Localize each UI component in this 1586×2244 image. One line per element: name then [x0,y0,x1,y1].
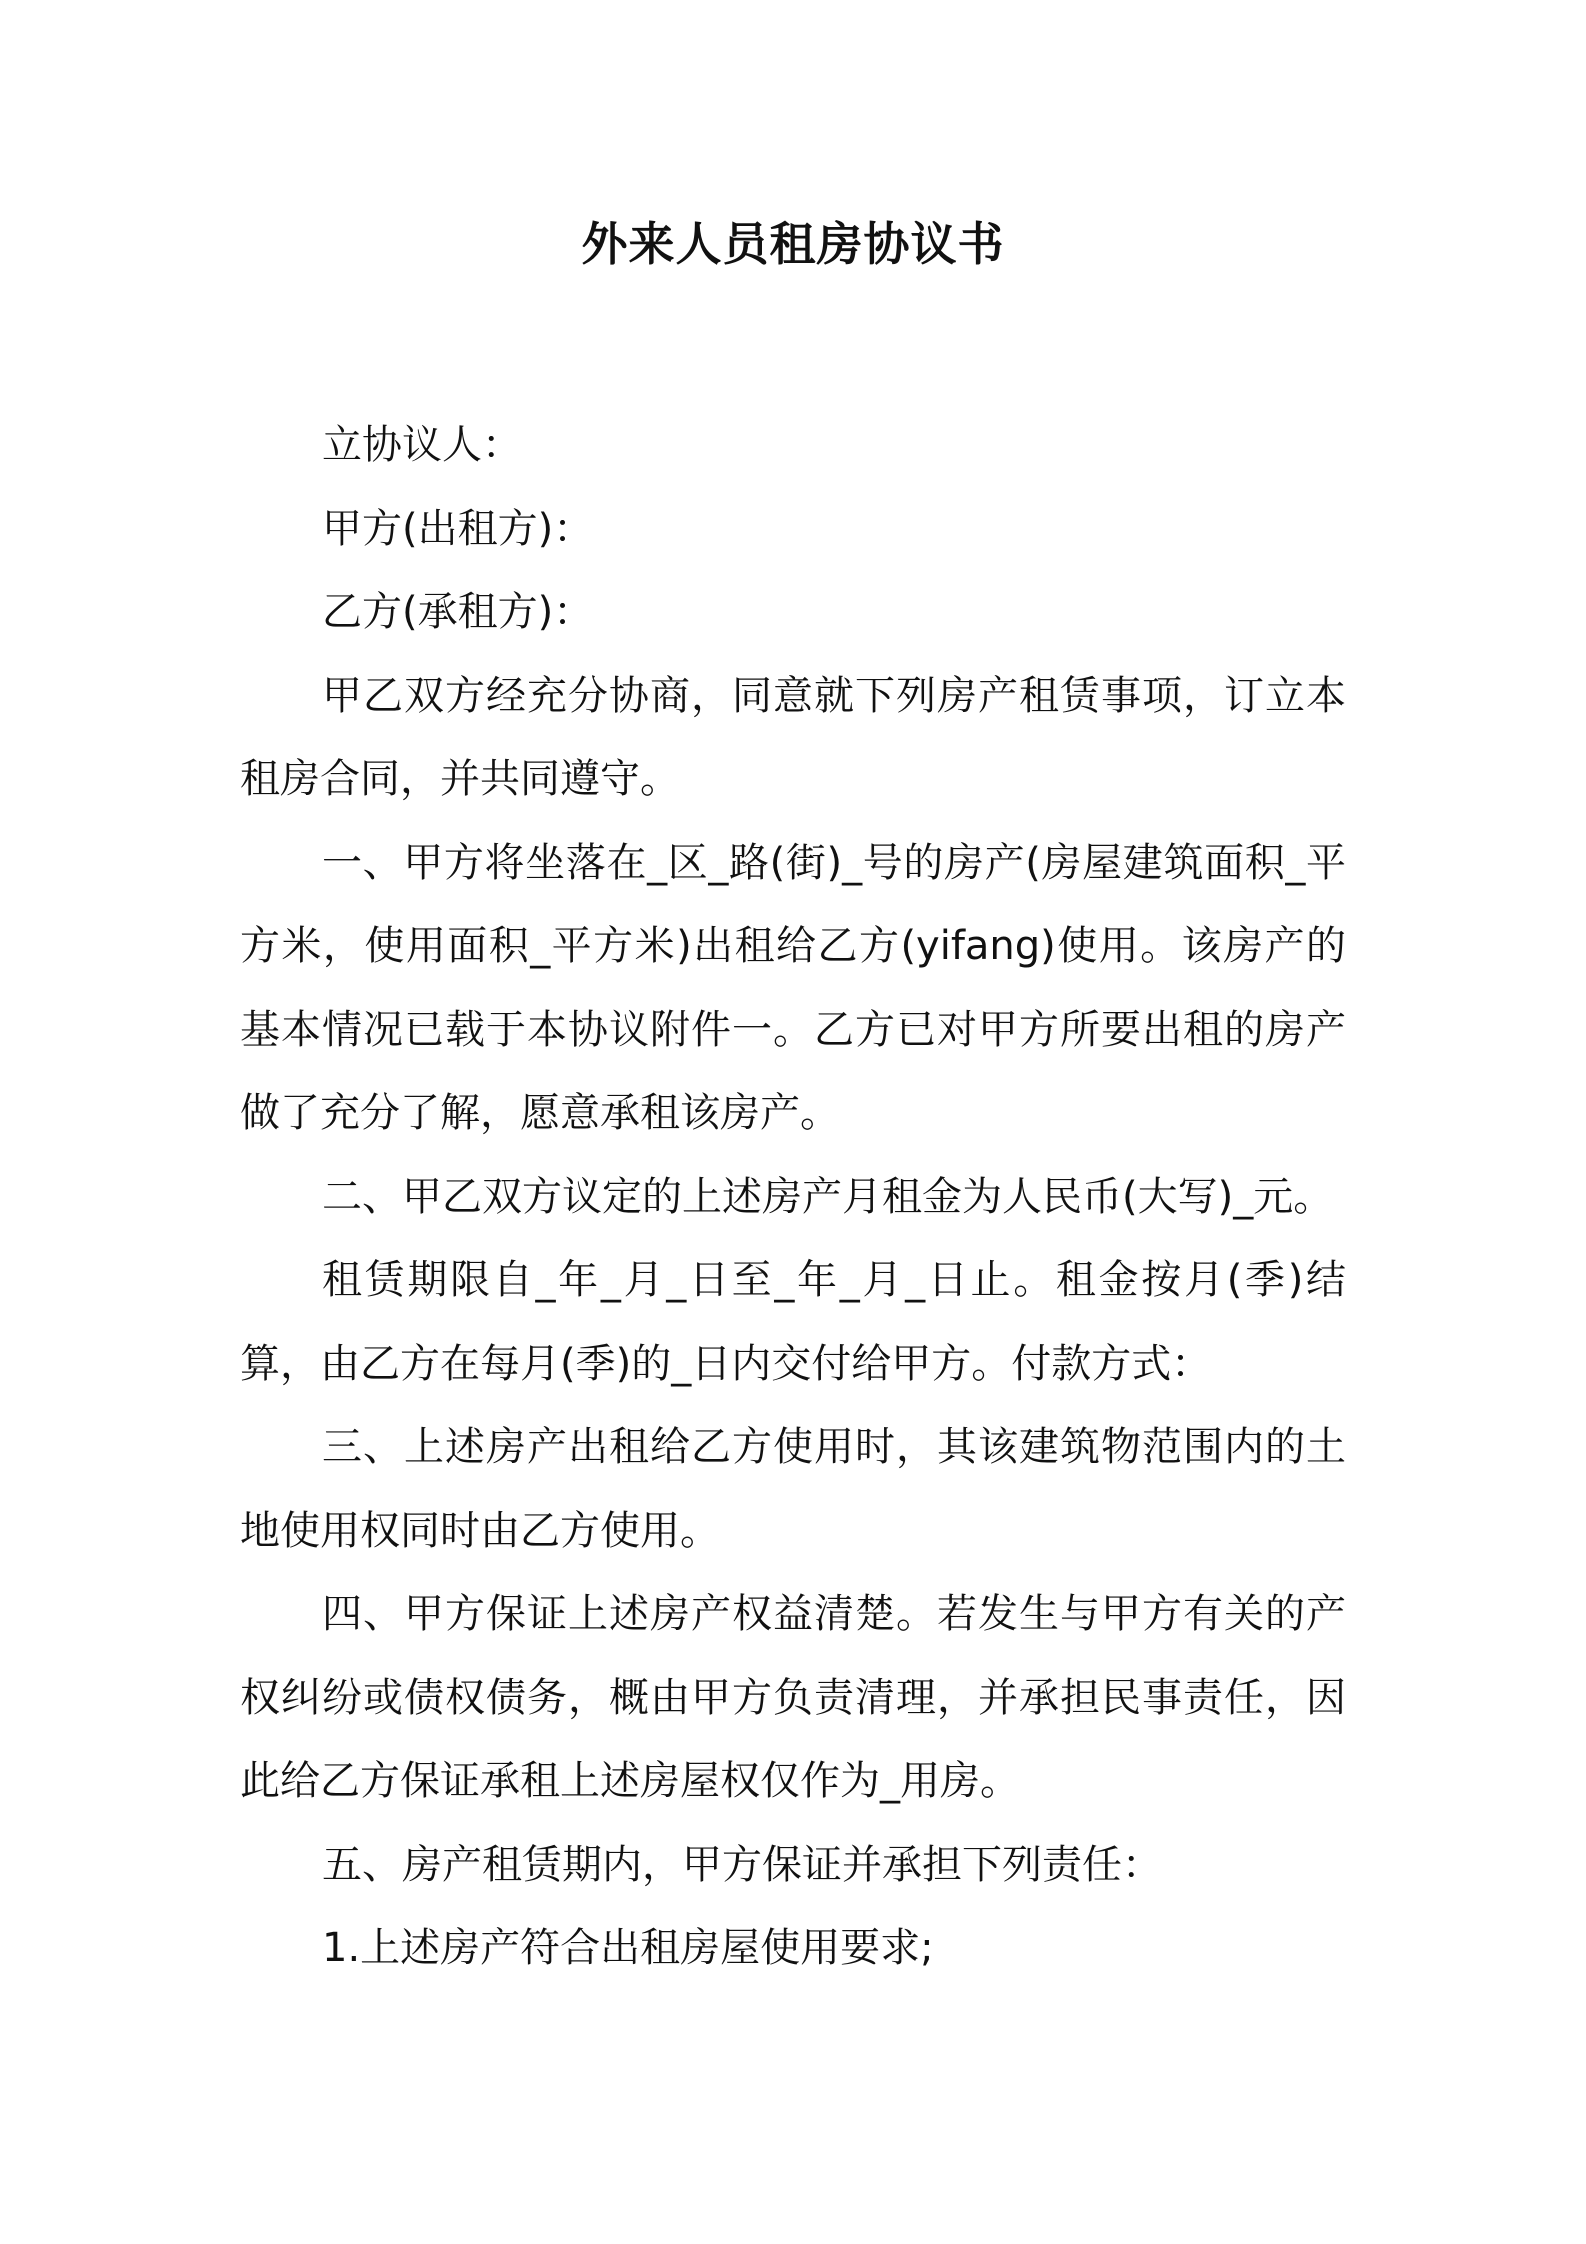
paragraph-clause-4: 四、甲方保证上述房产权益清楚。若发生与甲方有关的产权纠纷或债权债务，概由甲方负责清理，并承担民事责任，因此给乙方保证承租上述房屋权仅作为_用房。 [240,1591,1346,1804]
paragraph-party-b: 乙方(承租方)： [322,589,594,635]
paragraph-parties-heading: 立协议人： [322,422,522,468]
paragraph-preamble: 甲乙双方经充分协商，同意就下列房产租赁事项，订立本租房合同，并共同遵守。 [240,672,1346,802]
paragraph-lease-term: 租赁期限自_年_月_日至_年_月_日止。租金按月(季)结算，由乙方在每月(季)的_日内交付给甲方。付款方式： [240,1257,1346,1387]
paragraph-clause-2: 二、甲乙双方议定的上述房产月租金为人民币(大写)_元。 [322,1173,1334,1220]
document-body [240,404,1346,1991]
paragraph-clause-5: 五、房产租赁期内，甲方保证并承担下列责任： [322,1841,1162,1888]
paragraph-clause-1: 一、甲方将坐落在_区_路(街)_号的房产(房屋建筑面积_平方米，使用面积_平方米)出租给乙方(yifang)使用。该房产的基本情况已载于本协议附件一。乙方已对甲方所要出租的房产做了充分了解，愿意承租该房产。 [240,839,1346,1136]
paragraph-clause-5-item-1: 1.上述房产符合出租房屋使用要求; [322,1925,934,1971]
document-title: 外来人员租房协议书 [581,217,1005,271]
paragraph-clause-3: 三、上述房产出租给乙方使用时，其该建筑物范围内的土地使用权同时由乙方使用。 [240,1424,1346,1554]
paragraph-party-a: 甲方(出租方)： [322,505,594,552]
